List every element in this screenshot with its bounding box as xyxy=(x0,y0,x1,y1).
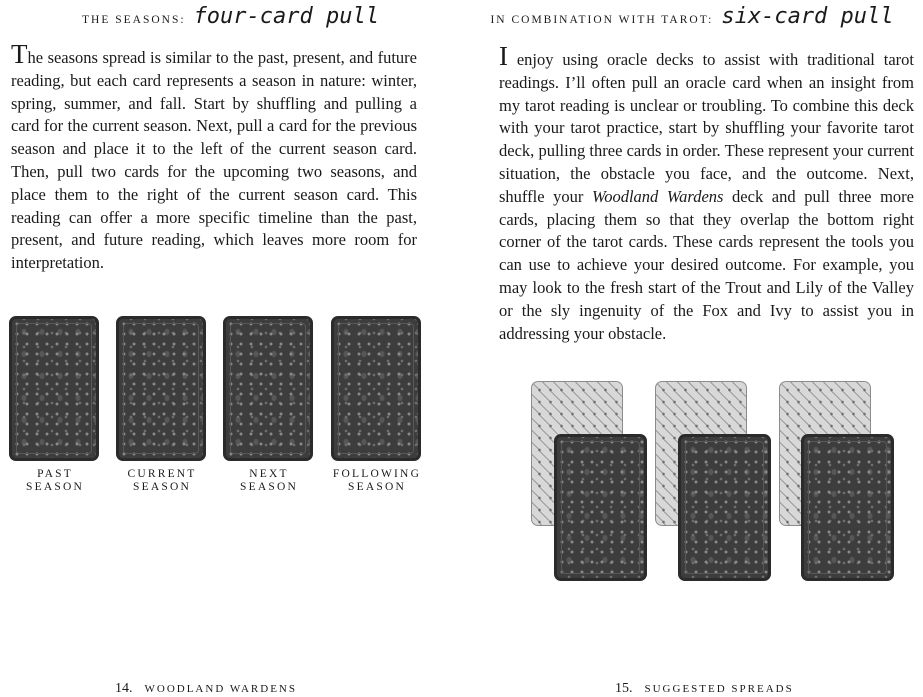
oracle-card-1 xyxy=(554,434,647,581)
paragraph-text: enjoy using oracle decks to assist with traditional tarot readings. I’ll often pull an oracle card when an insight from my tarot reading is unclear or troubling. To combine this deck with your tarot practice, start by shuffling your favorite tarot deck, pulling three cards in order. These represent your current situation, the obstacle you face, and the outcome. Next, shuffle your xyxy=(499,50,914,206)
body-paragraph xyxy=(499,41,914,345)
label-line: SEASON xyxy=(26,481,84,493)
drop-letter: I xyxy=(499,41,508,71)
label-line: FOLLOWING xyxy=(332,468,422,480)
label-line: SEASON xyxy=(240,481,298,493)
oracle-card-2 xyxy=(678,434,771,581)
folio-title: WOODLAND WARDENS xyxy=(144,683,297,695)
left-page xyxy=(0,0,461,696)
running-head-caps: THE SEASONS: xyxy=(82,14,186,26)
card-label-next xyxy=(214,468,324,494)
label-line: PAST xyxy=(37,468,73,480)
page-number: 14. xyxy=(115,681,133,696)
running-head-script: four-card pull xyxy=(193,4,379,29)
card-current-season xyxy=(116,316,206,461)
paragraph-text: deck and pull three more cards, placing them so that they overlap the bottom right corner of the tarot cards. These cards represent the tools you can use to achieve your desired outcome. For example, you may look to the fresh start of the Trout and Lily of the Valley or the sly ingenuity of the Fox and Ivy to assist you in addressing your obstacle. xyxy=(499,186,914,343)
card-label-current xyxy=(107,468,217,494)
running-head-left xyxy=(0,4,461,29)
running-head-script: six-card pull xyxy=(721,4,894,29)
folio-left xyxy=(115,679,297,697)
label-line: CURRENT xyxy=(127,468,197,480)
label-line: NEXT xyxy=(249,468,289,480)
label-line: SEASON xyxy=(348,481,406,493)
card-following-season xyxy=(331,316,421,461)
oracle-card-3 xyxy=(801,434,894,581)
paragraph-text: he seasons spread is similar to the past, present, and future reading, but each card represents a season in nature: winter, spring, summer, and fall. Start by shuffling and pulling a card for the current season. Next, pull a card for the previous season and place it to the left of the current season card. Then, pull two cards for the upcoming two seasons, and place them to the right of the current season card. This reading can offer a more specific timeline than the past, present, and future reading, which leaves more room for interpretation. xyxy=(11,48,417,273)
label-line: SEASON xyxy=(133,481,191,493)
card-label-past xyxy=(0,468,110,494)
body-paragraph xyxy=(11,39,417,275)
folio-right xyxy=(615,679,794,697)
right-page xyxy=(461,0,923,696)
running-head-caps: IN COMBINATION WITH TAROT: xyxy=(490,14,714,26)
deck-title: Woodland Wardens xyxy=(591,186,724,206)
card-next-season xyxy=(223,316,313,461)
folio-title: SUGGESTED SPREADS xyxy=(644,683,794,695)
card-past-season xyxy=(9,316,99,461)
running-head-right xyxy=(461,4,923,29)
page-number: 15. xyxy=(615,681,633,696)
drop-letter: T xyxy=(11,39,28,69)
card-label-following xyxy=(322,468,432,494)
